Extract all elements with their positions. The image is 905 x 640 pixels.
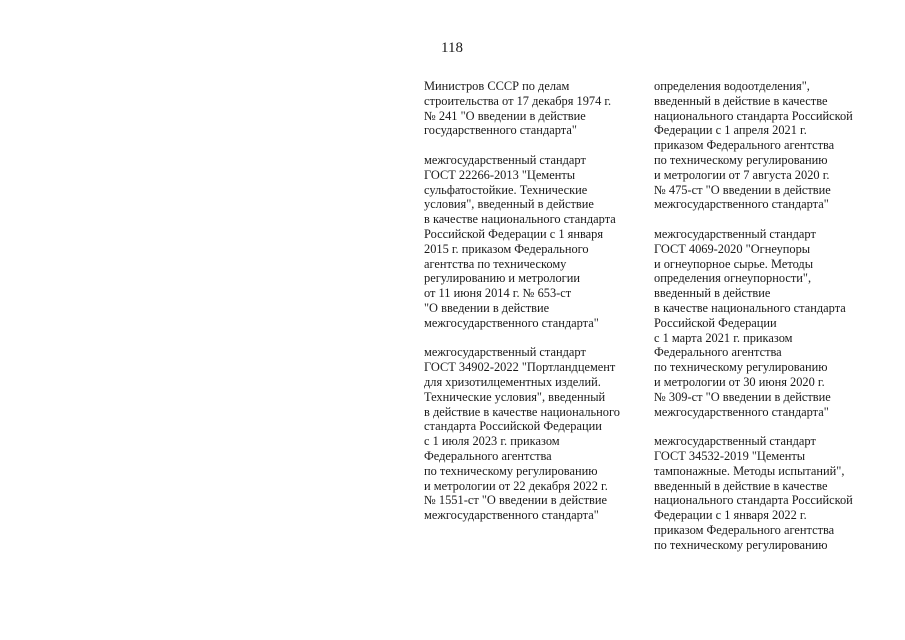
text-line: межгосударственный стандарт: [424, 152, 586, 167]
text-line: с 1 марта 2021 г. приказом: [654, 330, 793, 345]
text-line: по техническому регулированию: [654, 537, 828, 552]
text-line: тампонажные. Методы испытаний",: [654, 463, 845, 478]
text-line: от 11 июня 2014 г. № 653-ст: [424, 286, 572, 301]
text-line: ГОСТ 34902-2022 "Портландцемент: [424, 360, 616, 375]
text-line: национального стандарта Российской: [654, 108, 853, 123]
text-line: условия", введенный в действие: [424, 197, 594, 212]
text-line: Российской Федерации: [654, 315, 777, 330]
text-line: в качестве национального стандарта: [424, 212, 616, 227]
text-line: и метрологии от 7 августа 2020 г.: [654, 167, 830, 182]
text-line: приказом Федерального агентства: [654, 522, 835, 537]
text-line: № 241 "О введении в действие: [424, 108, 586, 123]
left-column: [424, 79, 639, 523]
text-line: государственного стандарта": [424, 123, 577, 138]
text-line: и метрологии от 22 декабря 2022 г.: [424, 478, 608, 493]
text-line: определения огнеупорности",: [654, 271, 812, 286]
text-line: и огнеупорное сырье. Методы: [654, 256, 814, 271]
text-line: регулированию и метрологии: [424, 271, 581, 286]
text-line: межгосударственный стандарт: [424, 345, 586, 360]
text-line: стандарта Российской Федерации: [424, 419, 602, 434]
text-line: агентства по техническому: [424, 256, 567, 271]
text-line: Федерального агентства: [424, 448, 552, 463]
paragraph: [654, 227, 894, 419]
text-line: межгосударственного стандарта": [424, 508, 599, 523]
text-line: приказом Федерального агентства: [654, 138, 835, 153]
text-line: национального стандарта Российской: [654, 493, 853, 508]
text-line: введенный в действие в качестве: [654, 93, 828, 108]
page-number: 118: [441, 40, 463, 56]
text-line: Министров СССР по делам: [424, 79, 570, 93]
text-line: строительства от 17 декабря 1974 г.: [424, 93, 612, 108]
text-line: по техническому регулированию: [654, 360, 828, 375]
text-line: введенный в действие в качестве: [654, 478, 828, 493]
right-column: [654, 79, 894, 553]
text-line: ГОСТ 22266-2013 "Цементы: [424, 167, 576, 182]
text-line: для хризотилцементных изделий.: [424, 374, 601, 389]
text-line: по техническому регулированию: [424, 463, 598, 478]
text-line: № 309-ст "О введении в действие: [654, 389, 831, 404]
text-line: Российской Федерации с 1 января: [424, 226, 604, 241]
text-line: определения водоотделения",: [654, 79, 810, 93]
paragraph: [654, 79, 894, 212]
text-line: Федерации с 1 апреля 2021 г.: [654, 123, 807, 138]
text-line: межгосударственного стандарта": [654, 404, 829, 419]
text-line: в действие в качестве национального: [424, 404, 620, 419]
text-line: № 475-ст "О введении в действие: [654, 182, 831, 197]
paragraph: [424, 345, 639, 523]
text-line: межгосударственный стандарт: [654, 434, 816, 449]
text-line: Федерального агентства: [654, 345, 782, 360]
text-line: сульфатостойкие. Технические: [424, 182, 588, 197]
text-line: Технические условия", введенный: [424, 389, 606, 404]
text-line: 2015 г. приказом Федерального: [424, 241, 589, 256]
text-line: введенный в действие: [654, 286, 771, 301]
text-line: с 1 июля 2023 г. приказом: [424, 434, 560, 449]
paragraph: [424, 153, 639, 331]
text-line: межгосударственный стандарт: [654, 226, 816, 241]
text-line: и метрологии от 30 июня 2020 г.: [654, 374, 825, 389]
text-line: по техническому регулированию: [654, 152, 828, 167]
text-line: ГОСТ 34532-2019 "Цементы: [654, 448, 806, 463]
text-line: № 1551-ст "О введении в действие: [424, 493, 607, 508]
text-line: межгосударственного стандарта": [654, 197, 829, 212]
paragraph: [424, 79, 639, 138]
text-line: "О введении в действие: [424, 300, 550, 315]
text-line: межгосударственного стандарта": [424, 315, 599, 330]
text-line: ГОСТ 4069-2020 "Огнеупоры: [654, 241, 811, 256]
text-line: Федерации с 1 января 2022 г.: [654, 508, 807, 523]
paragraph: [654, 434, 894, 552]
text-line: в качестве национального стандарта: [654, 300, 846, 315]
